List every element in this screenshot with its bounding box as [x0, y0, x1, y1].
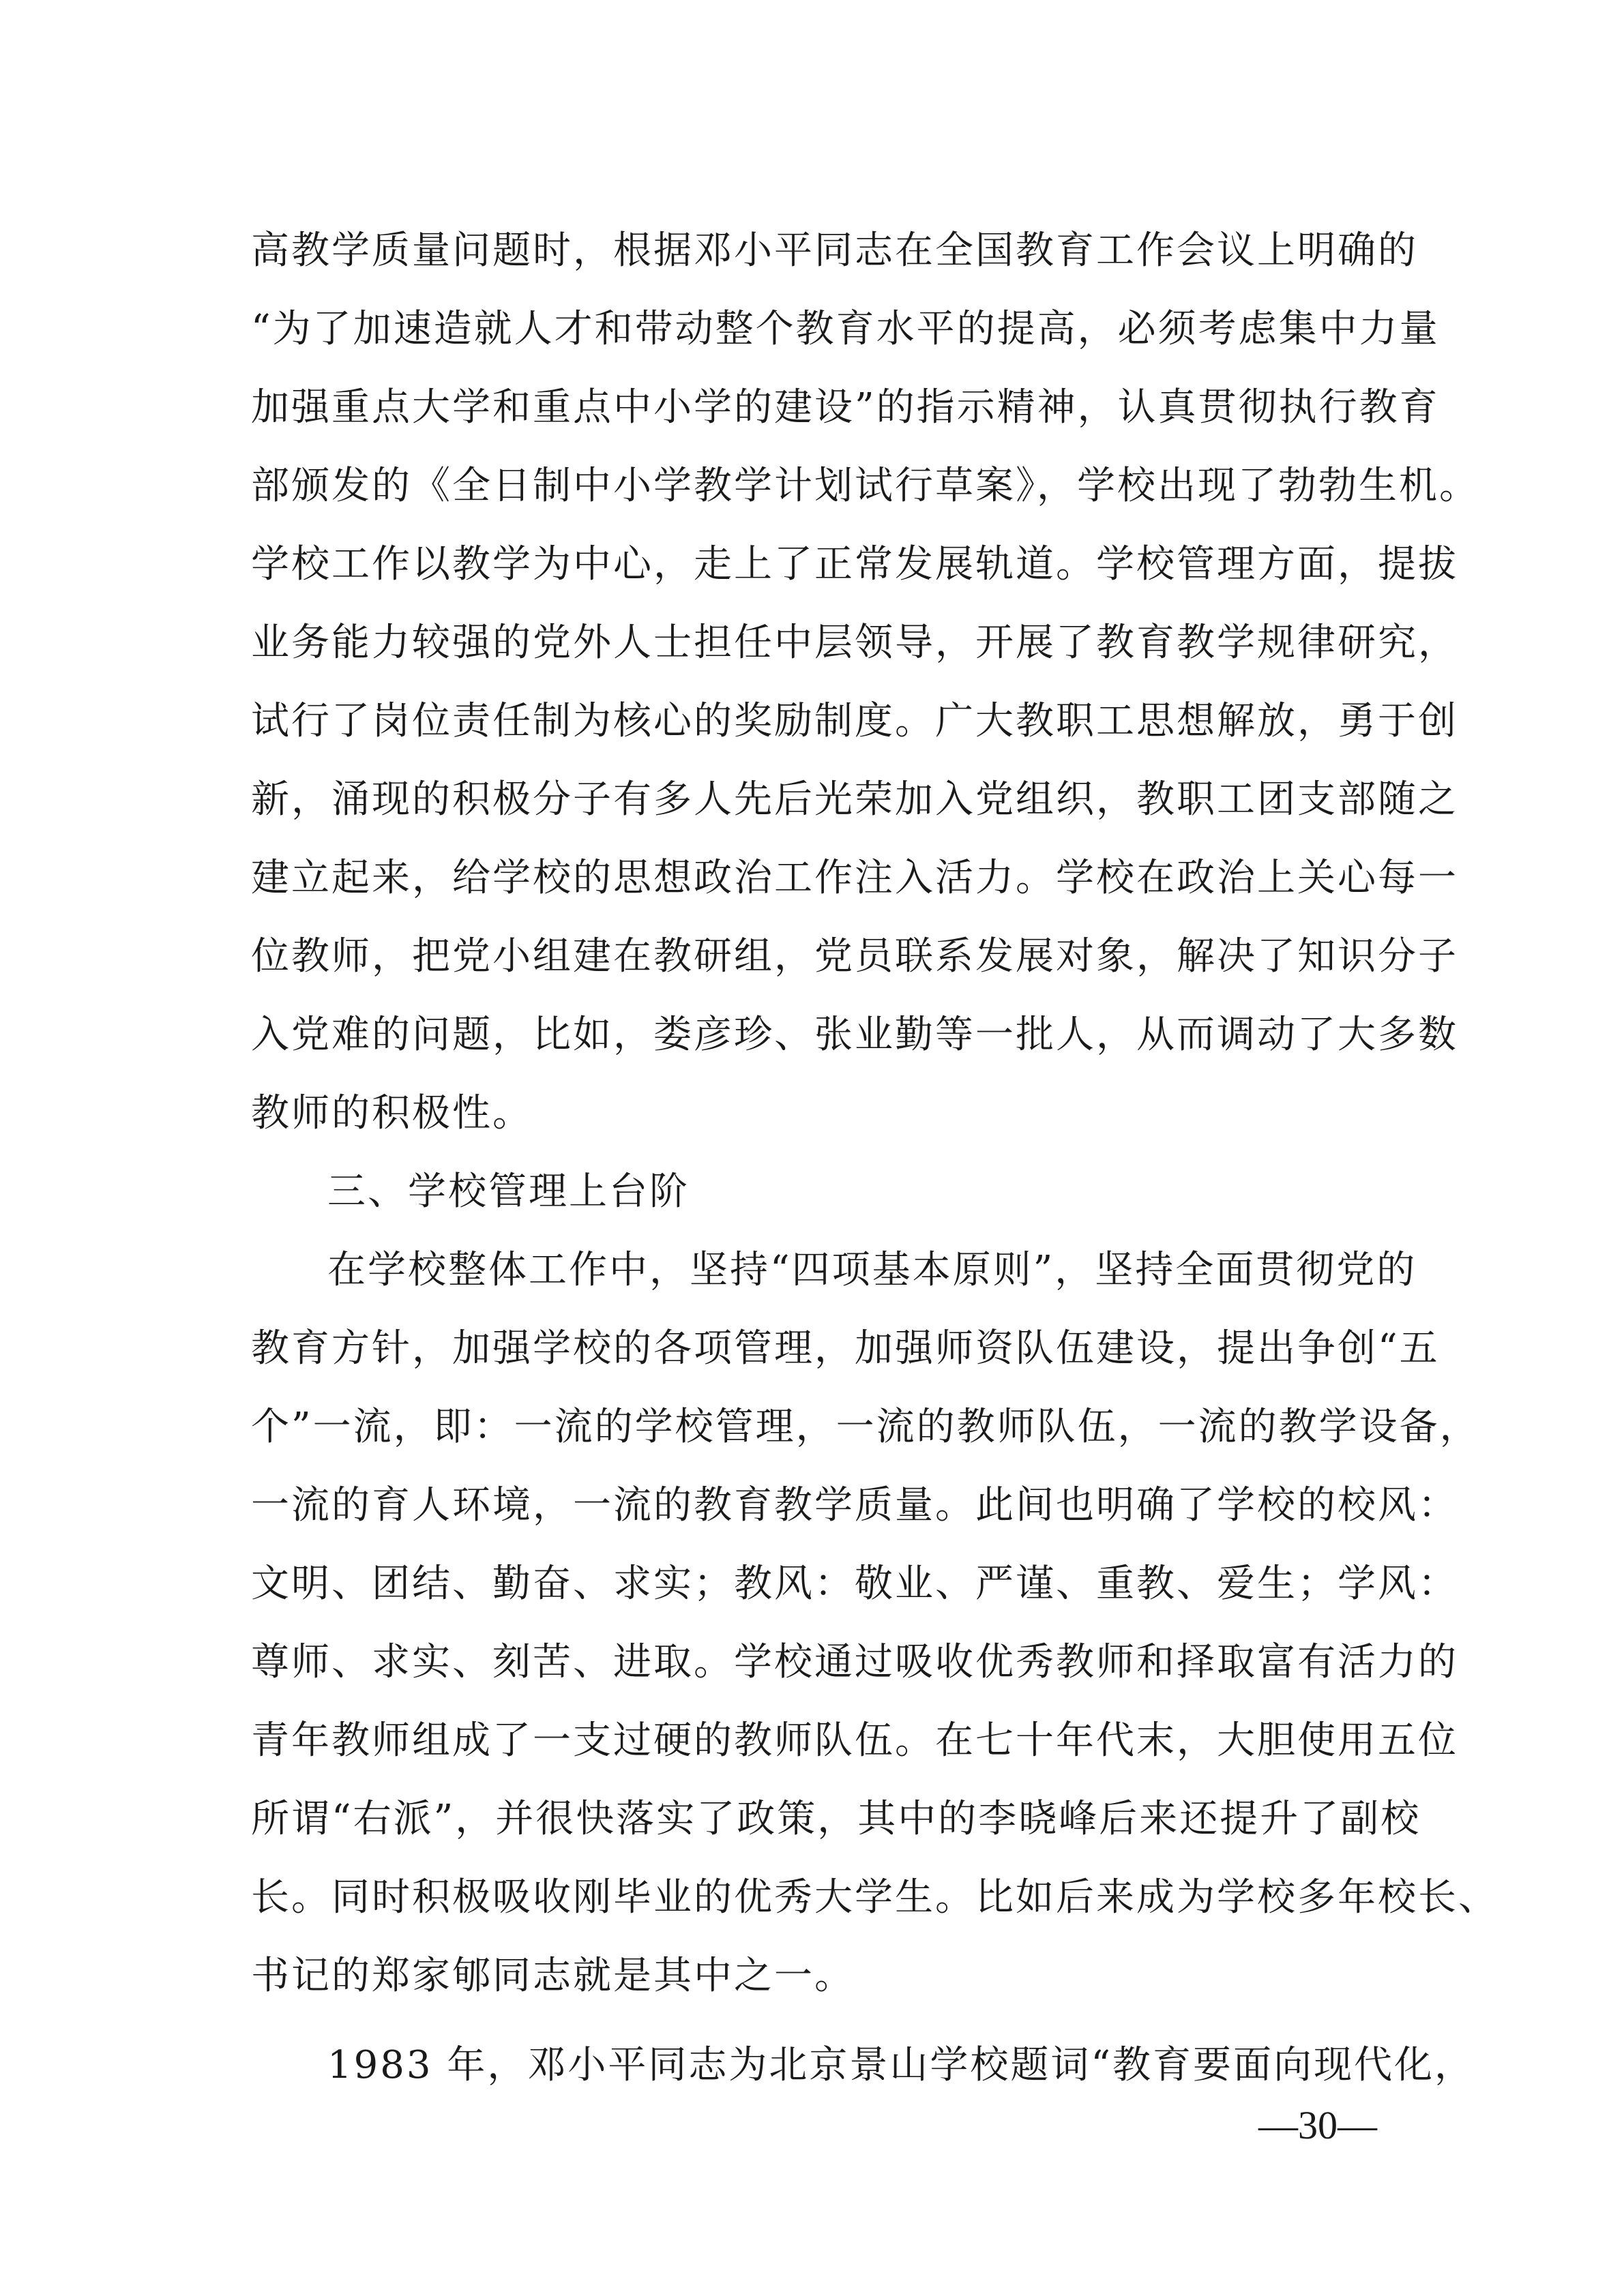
page-number: —30— [1258, 2103, 1377, 2147]
text-line: 加强重点大学和重点中小学的建设”的指示精神，认真贯彻执行教育 [251, 385, 1440, 430]
text-line: 长。同时积极吸收刚毕业的优秀大学生。比如后来成为学校多年校长、 [251, 1875, 1498, 1920]
text-line: 学校工作以教学为中心，走上了正常发展轨道。学校管理方面，提拔 [251, 542, 1458, 586]
text-line: 入党难的问题，比如，娄彦珍、张业勤等一批人，从而调动了大多数 [251, 1013, 1458, 1057]
text-line: 部颁发的《全日制中小学教学计划试行草案》，学校出现了勃勃生机。 [251, 464, 1479, 508]
text-line: 教师的积极性。 [251, 1091, 533, 1135]
text-line: 所谓“右派”，并很快落实了政策，其中的李晓峰后来还提升了副校 [251, 1797, 1421, 1841]
text-line: 青年教师组成了一支过硬的教师队伍。在七十年代末，大胆使用五位 [251, 1718, 1458, 1763]
text-line: 文明、团结、勤奋、求实；教风：敬业、严谨、重教、爱生；学风： [251, 1562, 1458, 1606]
paragraph-gap [251, 2015, 1383, 2026]
text-line: 教育方针，加强学校的各项管理，加强师资队伍建设，提出争创“五 [251, 1326, 1440, 1371]
text-line: 个”一流，即：一流的学校管理，一流的教师队伍，一流的教学设备， [251, 1405, 1480, 1449]
text-line: 在学校整体工作中，坚持“四项基本原则”，坚持全面贯彻党的 [327, 1248, 1417, 1292]
text-line: 1983 年，邓小平同志为北京景山学校题词“教育要面向现代化， [327, 2043, 1475, 2087]
text-line: 新，涌现的积极分子有多人先后光荣加入党组织，教职工团支部随之 [251, 777, 1458, 822]
text-line: 高教学质量问题时，根据邓小平同志在全国教育工作会议上明确的 [251, 228, 1418, 273]
text-line: 业务能力较强的党外人士担任中层领导，开展了教育教学规律研究， [251, 621, 1458, 665]
text-line: 位教师，把党小组建在教研组，党员联系发展对象，解决了知识分子 [251, 934, 1458, 979]
text-line: “为了加速造就人才和带动整个教育水平的提高，必须考虑集中力量 [251, 307, 1440, 351]
text-line: 建立起来，给学校的思想政治工作注入活力。学校在政治上关心每一 [251, 856, 1458, 900]
text-line: 试行了岗位责任制为核心的奖励制度。广大教职工思想解放，勇于创 [251, 699, 1458, 743]
section-heading: 三、学校管理上台阶 [327, 1169, 690, 1214]
text-line: 尊师、求实、刻苦、进取。学校通过吸收优秀教师和择取富有活力的 [251, 1640, 1458, 1684]
text-line: 书记的郑家郇同志就是其中之一。 [251, 1954, 855, 1998]
body-text [251, 211, 1498, 2104]
text-line: 一流的育人环境，一流的教育教学质量。此间也明确了学校的校风： [251, 1483, 1458, 1527]
